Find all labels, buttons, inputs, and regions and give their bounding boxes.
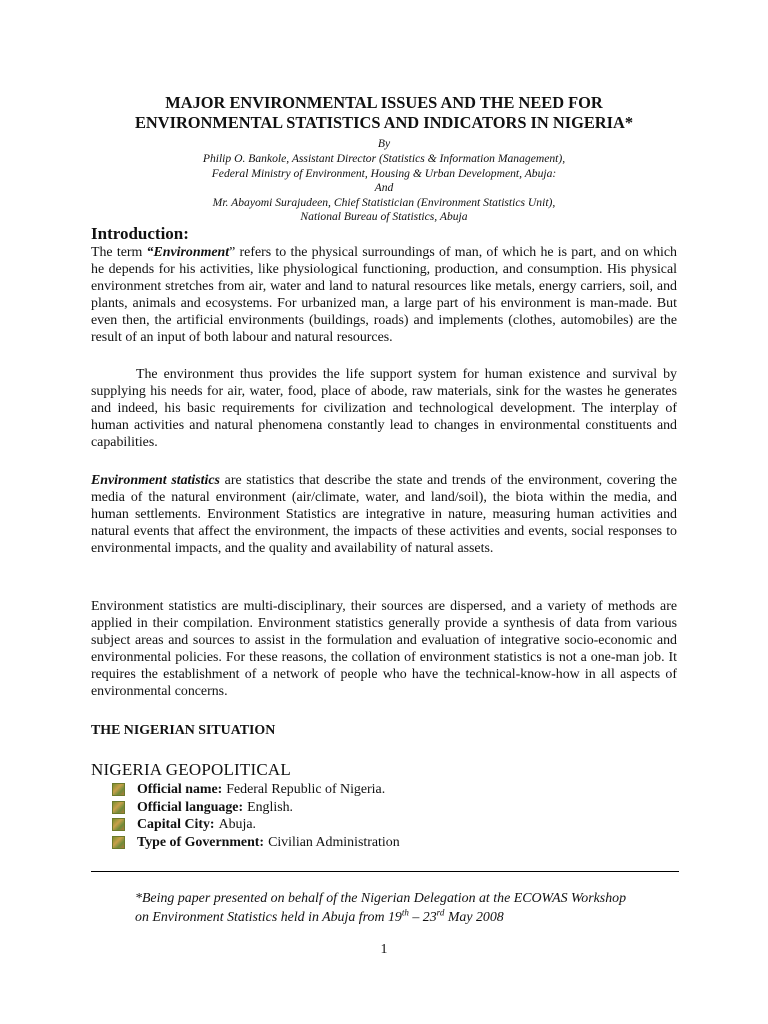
- paragraph-environment-statistics: [91, 472, 677, 557]
- paragraph-environment-definition: [91, 244, 677, 346]
- fact-value: Civilian Administration: [268, 834, 400, 850]
- byline-author-2: Mr. Abayomi Surajudeen, Chief Statistician (Environment Statistics Unit),: [212, 196, 556, 209]
- byline-author-2-org: National Bureau of Statistics, Abuja: [300, 210, 468, 223]
- footnote-text: – 23: [408, 910, 437, 925]
- footnote-line-1: *Being paper presented on behalf of the Nigerian Delegation at the ECOWAS Workshop: [135, 891, 627, 906]
- document-title-line-2: ENVIRONMENTAL STATISTICS AND INDICATORS IN NIGERIA*: [134, 113, 634, 132]
- fact-key: Official language:: [137, 799, 244, 815]
- fact-key: Capital City:: [137, 817, 215, 832]
- byline-author-1-org: Federal Ministry of Environment, Housing & Urban Development, Abuja:: [211, 167, 557, 180]
- square-bullet-icon: [112, 801, 125, 814]
- square-bullet-icon: [112, 818, 125, 831]
- square-bullet-icon: [112, 836, 125, 849]
- list-item: [112, 816, 400, 834]
- footnote-divider: [91, 871, 679, 872]
- introduction-heading: Introduction:: [91, 224, 189, 243]
- environment-term: “Environment: [146, 245, 230, 260]
- nigeria-geopolitical-heading: NIGERIA GEOPOLITICAL: [91, 760, 291, 779]
- byline-and: And: [374, 181, 394, 194]
- list-item: [112, 799, 400, 817]
- fact-key: Official name:: [137, 782, 223, 797]
- document-title-line-1: MAJOR ENVIRONMENTAL ISSUES AND THE NEED FOR: [165, 93, 603, 112]
- paragraph-text: ” refers to the physical surroundings of man, of which he is part, and on which he depends for his activities, like physiological functioning, production, and consumption. His physical environment stretches from air, water and land to natural resources like metals, energy carriers, soil, and plants, animals and ecosystems. For urbanized man, a large part of his environment is man-made. But even then, the artificial environments (buildings, roads) and implements (clothes, automobiles) are the result of an input of both labour and natural resources.: [91, 245, 677, 345]
- footnote-text: on Environment Statistics held in Abuja from 19: [135, 910, 402, 925]
- fact-value: Abuja.: [218, 817, 256, 832]
- paragraph-life-support: The environment thus provides the life support system for human existence and survival by supplying his needs for air, water, food, place of abode, raw materials, sink for the wastes he generates and indeed, his basic requirements for civilization and technological development. The interplay of human activities and natural phenomena constantly lead to changes in environmental constituents and capabilities.: [91, 367, 677, 450]
- footnote-text: May 2008: [444, 910, 504, 925]
- paragraph-multidisciplinary: Environment statistics are multi-disciplinary, their sources are dispersed, and a variety of methods are applied in their compilation. Environment statistics generally provide a synthesis of data from various subject areas and sources to assist in the formulation and evaluation of integrative socio-economic and environmental policies. For these reasons, the collation of environment statistics is not a one-man job. It requires the establishment of a network of people who have the technical-know-how in all aspects of environmental concerns.: [91, 599, 677, 699]
- list-item: [112, 834, 400, 852]
- page-number: 1: [380, 942, 388, 957]
- footnote-superscript: rd: [436, 907, 445, 918]
- list-item: [112, 781, 400, 799]
- footnote-superscript: th: [401, 907, 409, 918]
- paragraph-text: are statistics that describe the state and trends of the environment, covering the media of the natural environment (air/climate, water, and land/soil), the biota within the media, and human settlements. Environment Statistics are integrative in nature, measuring human activities and natural events that affect the environment, the impacts of these activities and events, social responses to environmental impacts, and the quality and availability of natural assets.: [91, 473, 678, 556]
- byline-author-1: Philip O. Bankole, Assistant Director (Statistics & Information Management),: [202, 152, 566, 165]
- paragraph-text: The term: [91, 245, 147, 260]
- square-bullet-icon: [112, 783, 125, 796]
- geopolitical-facts-list: [112, 781, 400, 851]
- fact-value: Federal Republic of Nigeria.: [226, 782, 386, 797]
- byline-by: By: [377, 137, 391, 150]
- fact-key: Type of Government:: [137, 834, 265, 850]
- nigerian-situation-heading: THE NIGERIAN SITUATION: [91, 723, 276, 738]
- environment-statistics-term: Environment statistics: [91, 473, 220, 488]
- footnote-line-2: [135, 908, 695, 927]
- fact-value: English.: [247, 799, 294, 815]
